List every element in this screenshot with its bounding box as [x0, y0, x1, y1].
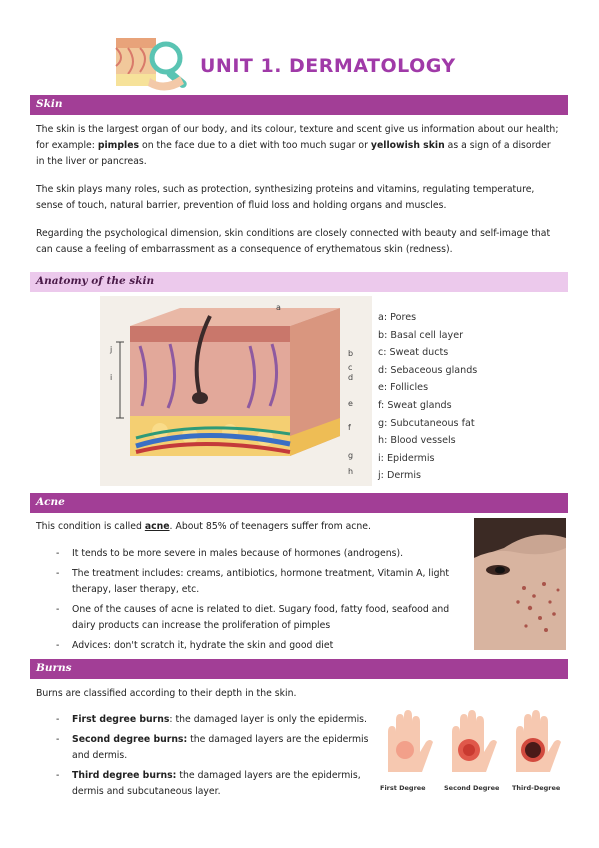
diagram-label-i: i	[110, 373, 113, 382]
legend-item: e: Follicles	[378, 382, 429, 394]
legend-item: a: Pores	[378, 312, 417, 323]
second-degree-hand	[452, 710, 497, 772]
section-title: Anatomy of the skin	[36, 275, 155, 287]
section-header-burns	[30, 659, 568, 679]
list-item: - Second degree burns: the damaged layers are the epidermis and dermis.	[36, 732, 372, 764]
section-header-acne	[30, 493, 568, 513]
list-item: - It tends to be more severe in males because of hormones (androgens).	[36, 546, 456, 562]
skin-paragraph-3: Regarding the psychological dimension, skin conditions are closely connected with beauty and self-image that can cause a feeling of embarrassment as a consequence of erythematous skin (redness).	[36, 228, 551, 255]
legend-item: g: Subcutaneous fat	[378, 417, 475, 429]
section-title: Burns	[36, 662, 72, 674]
diagram-label-b: b	[348, 349, 354, 358]
first-degree-hand	[388, 710, 433, 772]
third-degree-hand	[516, 710, 561, 772]
list-item: - Advices: don't scratch it, hydrate the skin and good diet	[36, 638, 456, 654]
diagram-label-c: c	[348, 363, 353, 372]
dermatology-header-illustration	[110, 28, 194, 92]
section-title: Skin	[36, 98, 63, 110]
diagram-label-f: f	[348, 423, 351, 432]
diagram-label-d: d	[348, 373, 354, 382]
section-title: Acne	[36, 496, 65, 508]
burn-caption-first: First Degree	[380, 784, 426, 792]
legend-item: h: Blood vessels	[378, 435, 456, 447]
diagram-label-g: g	[348, 451, 354, 460]
list-item: - One of the causes of acne is related to diet. Sugary food, fatty food, seafood and dairy products can increase the proliferation of pimples	[36, 602, 456, 634]
legend-item: c: Sweat ducts	[378, 347, 449, 359]
acne-intro: This condition is called acne. About 85% of teenagers suffer from acne.	[36, 521, 371, 532]
skin-paragraph-1: The skin is the largest organ of our body, and its colour, texture and scent give us information about our health; for example: pimples on the face due to a diet with too much sugar or yellowish skin as a sign of a disorder in the liver or pancreas.	[36, 124, 559, 167]
page-title: UNIT 1. DERMATOLOGY	[200, 55, 456, 77]
diagram-label-h: h	[348, 467, 354, 476]
burn-caption-third: Third-Degree	[512, 784, 561, 792]
list-item: - Third degree burns: the damaged layers are the epidermis, dermis and subcutaneous layer.	[36, 768, 372, 800]
diagram-label-j: j	[110, 345, 113, 354]
legend-item: d: Sebaceous glands	[378, 364, 478, 376]
legend-item: b: Basal cell layer	[378, 329, 464, 341]
legend-item: j: Dermis	[378, 470, 422, 482]
acne-face-photo	[474, 518, 566, 650]
burns-list	[36, 712, 372, 804]
burn-degrees-illustration	[378, 702, 568, 798]
legend-item: f: Sweat glands	[378, 399, 452, 411]
diagram-label-a: a	[276, 303, 281, 312]
section-header-anatomy	[30, 272, 568, 292]
burns-intro: Burns are classified according to their depth in the skin.	[36, 688, 297, 699]
skin-paragraph-2: The skin plays many roles, such as protection, synthesizing proteins and vitamins, regulating temperature, sense of touch, natural barrier, prevention of fluid loss and holding organs and muscles.	[36, 184, 535, 211]
acne-list	[36, 546, 456, 658]
skin-anatomy-diagram	[100, 296, 372, 486]
anatomy-legend	[378, 309, 477, 485]
burn-caption-second: Second Degree	[444, 784, 500, 792]
legend-item: i: Epidermis	[378, 452, 435, 464]
diagram-label-e: e	[348, 399, 353, 408]
list-item: - The treatment includes: creams, antibiotics, hormone treatment, Vitamin A, light therapy, laser therapy, etc.	[36, 566, 456, 598]
section-header-skin	[30, 95, 568, 115]
list-item: - First degree burns: the damaged layer is only the epidermis.	[36, 712, 372, 728]
